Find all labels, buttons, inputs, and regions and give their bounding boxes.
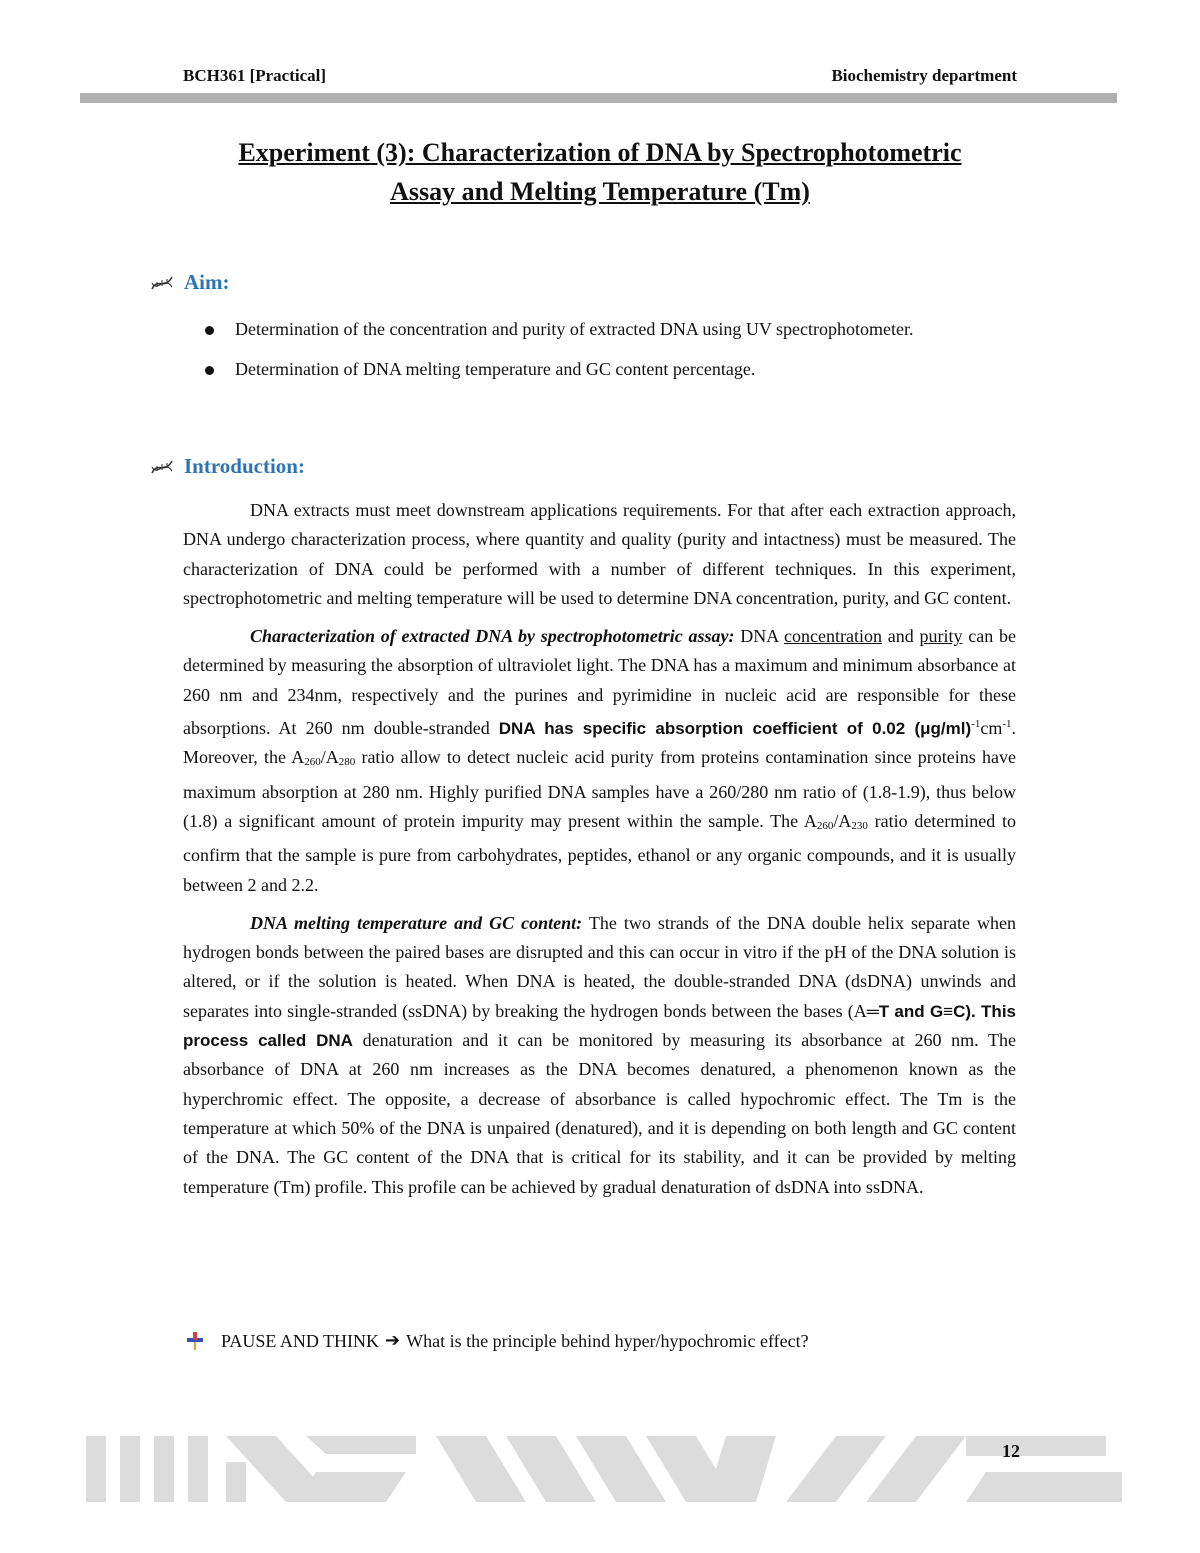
intro-paragraph-1: DNA extracts must meet downstream applications requirements. For that after each extraction approach, DNA undergo characterization process, where quantity and quality (purity and intactness) must be measured. The characterization of DNA could be performed with a number of different techniques. In this experiment, spectrophotometric and melting temperature will be used to determine DNA concentration, purity, and GC content. xyxy=(183,500,1016,608)
underlined-term: purity xyxy=(919,626,963,647)
pause-question: What is the principle behind hyper/hypochromic effect? xyxy=(406,1331,809,1351)
header-divider xyxy=(80,93,1117,103)
text-run: cm xyxy=(980,718,1003,739)
page-header xyxy=(183,66,1017,90)
aim-item-2: Determination of DNA melting temperature and GC content percentage. xyxy=(235,359,756,379)
title-line-2: Assay and Melting Temperature (Tm) xyxy=(390,177,810,206)
pause-label: PAUSE AND THINK xyxy=(221,1331,380,1351)
dna-icon xyxy=(150,273,174,293)
department-name: Biochemistry department xyxy=(831,66,1017,85)
subscript: 280 xyxy=(338,756,356,769)
introduction-body xyxy=(183,496,1016,1202)
pause-and-think xyxy=(183,1327,809,1355)
text-run: ratio determined to confirm that the sample is pure from carbohydrates, peptides, ethanol or any organic compounds, and it is usually between 2 and 2.2. xyxy=(183,810,1016,895)
text-run: denaturation and it can be monitored by measuring its absorbance at 260 nm. The absorbance of DNA at 260 nm increases as the DNA becomes denatured, a phenomenon known as the hyperchromic effect. The opposite, a decrease of absorbance is called hypochromic effect. The Tm is the temperature at which 50% of the DNA is unpaired (denatured), and it is depending on both length and GC content of the DNA. The GC content of the DNA that is critical for its stability, and it can be provided by melting temperature (Tm) profile. This profile can be achieved by gradual denaturation of dsDNA into ssDNA. xyxy=(183,1030,1016,1197)
aim-heading xyxy=(150,270,230,295)
introduction-heading xyxy=(150,454,305,479)
right-arrow-icon: ➔ xyxy=(385,1330,401,1351)
text-run: DNA xyxy=(734,626,785,647)
introduction-heading-label: Introduction: xyxy=(184,454,305,478)
aim-heading-label: Aim: xyxy=(184,270,230,294)
aim-item-1: Determination of the concentration and purity of extracted DNA using UV spectrophotometer. xyxy=(235,319,914,339)
underlined-term: concentration xyxy=(784,626,882,647)
bold-statement: DNA has specific absorption coefficient of 0.02 (μg/ml) xyxy=(498,719,972,739)
text-run: can be determined by measuring the absorption of ultraviolet light. The DNA has a maximum and minimum absorbance at 260 nm and 234nm, respectively and the purines and pyrimidine in nucleic acid are responsible for these absorptions. At 260 nm double-stranded xyxy=(183,626,1016,739)
intro-paragraph-3 xyxy=(183,909,1016,1202)
text-run: and xyxy=(882,626,920,647)
pushpin-icon xyxy=(183,1330,209,1352)
dna-icon xyxy=(150,457,174,477)
paragraph-lead: DNA melting temperature and GC content: xyxy=(250,912,583,933)
course-code: BCH361 [Practical] xyxy=(183,66,327,85)
superscript: -1 xyxy=(1002,718,1012,731)
page-number: 12 xyxy=(1002,1441,1020,1461)
list-item xyxy=(183,354,1016,384)
aim-list xyxy=(183,314,1016,394)
subscript: 260 xyxy=(816,819,834,832)
bullet-icon xyxy=(205,366,214,375)
title-line-1: Experiment (3): Characterization of DNA by Spectrophotometric xyxy=(238,138,962,167)
text-run: /A xyxy=(320,747,339,768)
text-run: /A xyxy=(833,810,852,831)
page-title xyxy=(150,133,1050,211)
text-run: ratio allow to detect nucleic acid purity from proteins contamination since proteins have maximum absorption at 280 nm. Highly purified DNA samples have a 260/280 nm ratio of (1.8-1.9), thus below (1.8) a significant amount of protein impurity may present within the sample. The A xyxy=(183,747,1017,831)
footer-decoration xyxy=(86,1432,1122,1504)
text-run: . Moreover, the A xyxy=(183,718,1016,768)
subscript: 260 xyxy=(304,756,321,769)
superscript: -1 xyxy=(971,718,981,731)
bullet-icon xyxy=(205,326,214,335)
intro-paragraph-2 xyxy=(183,622,1016,900)
text-run: The two strands of the DNA double helix separate when hydrogen bonds between the paired bases are disrupted and this can occur in vitro if the pH of the DNA solution is altered, or if the solution is heated. When DNA is heated, the double-stranded DNA (dsDNA) unwinds and separates into single-stranded (ssDNA) by breaking the hydrogen bonds between the bases (A xyxy=(183,912,1016,1021)
bold-statement: ═T and G≡C). This process called DNA xyxy=(183,1001,1016,1051)
paragraph-lead: Characterization of extracted DNA by spectrophotometric assay: xyxy=(250,626,735,647)
list-item xyxy=(183,314,1016,344)
subscript: 230 xyxy=(851,819,868,832)
